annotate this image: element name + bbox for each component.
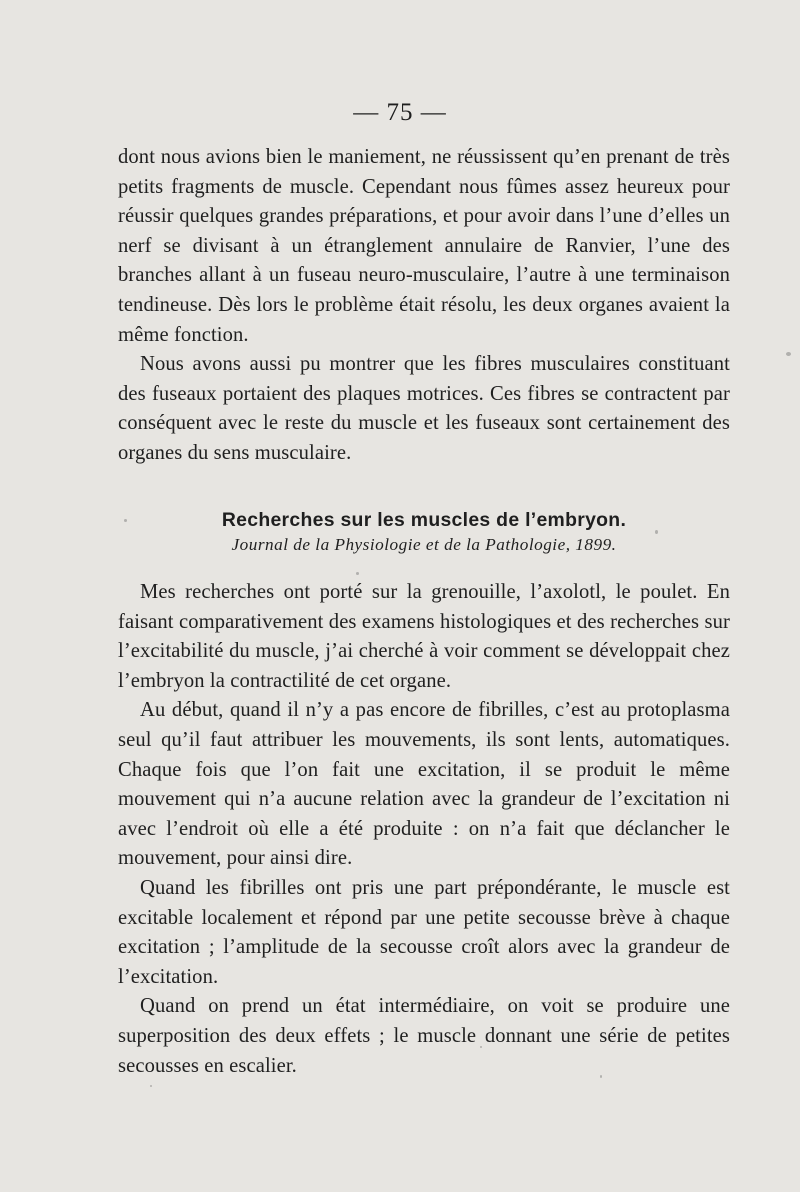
page-number: — 75 — [353,99,447,126]
paragraph-fibrilles: Quand les fibrilles ont pris une part prépondérante, le muscle est excitable localement et répond par une petite secousse brève à chaque excitation ; l’amplitude de la secousse croît alors avec la grandeur de l’excitation. [118,876,730,988]
paragraph-intermediaire: Quand on prend un état intermédiaire, on voit se produire une superposition des deux effets ; le muscle donnant une série de petites secousses en escalier. [118,995,730,1077]
section-text-block [118,578,730,1081]
section-citation: Journal de la Physiologie et de la Pathologie, 1899. [231,535,617,554]
section-title: Recherches sur les muscles de l’embryon. [221,509,627,531]
scan-speck [356,572,359,575]
intro-text-block [118,143,730,469]
scan-speck [260,1063,263,1065]
scan-speck [340,862,342,865]
scan-speck [600,1075,602,1078]
paragraph-fuseaux: Nous avons aussi pu montrer que les fibres musculaires constituant des fuseaux portaient des plaques motrices. Ces fibres se contractent par conséquent avec le reste du muscle et les fuseaux sont certainement des organes du sens musculaire. [118,353,730,464]
paragraph-debut: Au début, quand il n’y a pas encore de fibrilles, c’est au protoplasma seul qu’il faut attribuer les mouvements, ils sont lents, automatiques. Chaque fois que l’on fait une excitation, il se produit le même mouvement qui n’a aucune relation avec la grandeur de l’excitation ni avec l’endroit où elle a été produite : on n’a fait que déclancher le mouvement, pour ainsi dire. [118,699,730,870]
scan-speck [150,1085,152,1087]
scan-speck [124,519,127,522]
paragraph-recherches: Mes recherches ont porté sur la grenouille, l’axolotl, le poulet. En faisant comparativement des examens histologiques et des recherches sur l’excitabilité du muscle, j’ai cherché à voir comment se développait chez l’embryon la contractilité de cet organe. [118,581,730,692]
scan-speck [786,352,791,356]
scan-speck [480,1046,482,1048]
scan-speck [655,530,658,534]
paragraph-continued: dont nous avions bien le maniement, ne réussissent qu’en prenant de très petits fragments de muscle. Cependant nous fûmes assez heureux pour réussir quelques grandes préparations, et pour avoir dans l’une d’elles un nerf se divisant à un étranglement annulaire de Ranvier, l’une des branches allant à un fuseau neuro-musculaire, l’autre à une terminaison tendineuse. Dès lors le problème était résolu, les deux organes avaient la même fonction. [118,146,730,346]
